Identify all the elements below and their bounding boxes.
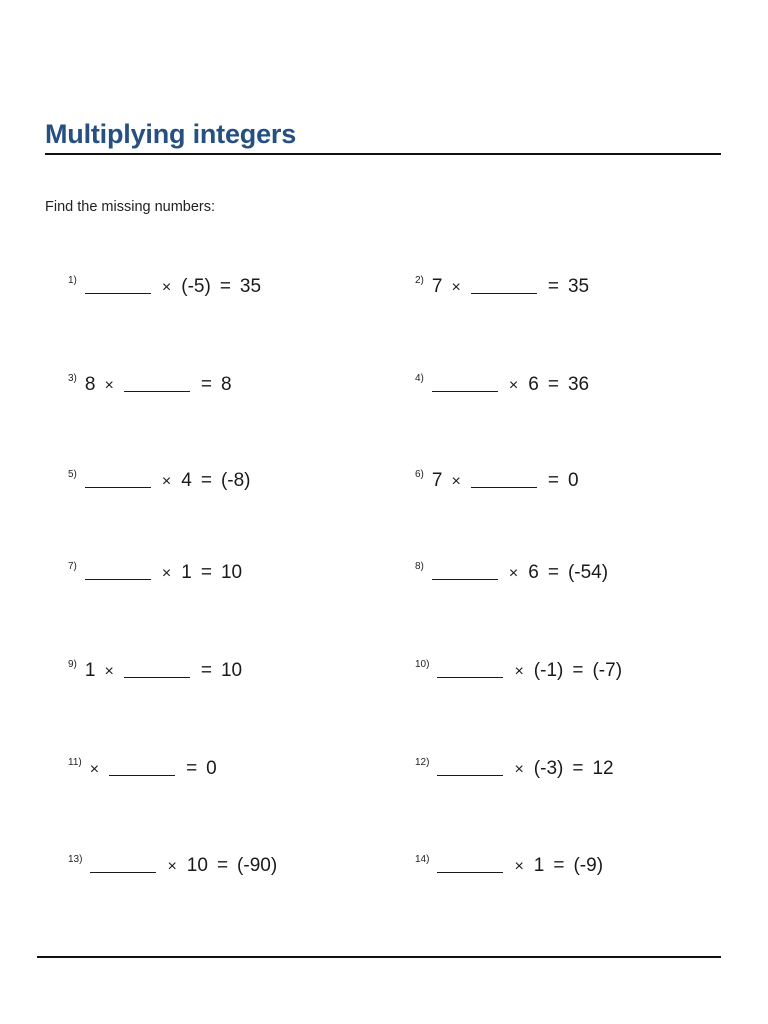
- equals-symbol: =: [219, 276, 231, 297]
- multiply-symbol: ×: [508, 565, 519, 582]
- problem-item: [415, 855, 612, 877]
- problem-item: [68, 758, 226, 780]
- problem-item: [415, 758, 623, 780]
- problem-item: [415, 374, 598, 396]
- problem-number: 5): [68, 469, 77, 480]
- problem-number: 11): [68, 757, 82, 768]
- equation-term: 6: [528, 374, 539, 395]
- equation-term: 4: [181, 470, 192, 491]
- problem-number: 8): [415, 561, 424, 572]
- equation-term: 10: [186, 855, 208, 876]
- equation-term: 35: [239, 276, 262, 297]
- multiply-symbol: ×: [508, 377, 519, 394]
- equation-term: 7: [431, 276, 443, 297]
- multiply-symbol: ×: [161, 473, 172, 490]
- equation-term: 0: [567, 470, 579, 491]
- equation-term: (-8): [220, 470, 251, 491]
- equation-term: (-7): [592, 660, 623, 681]
- multiply-symbol: ×: [514, 858, 524, 875]
- equals-symbol: =: [200, 660, 212, 681]
- equals-symbol: =: [547, 276, 559, 297]
- equation-term: 1: [181, 562, 192, 583]
- multiply-symbol: ×: [104, 377, 114, 394]
- worksheet-title: Multiplying integers: [45, 119, 297, 149]
- equals-symbol: =: [547, 470, 559, 491]
- equation-term: 35: [567, 276, 590, 297]
- equals-symbol: =: [572, 660, 584, 681]
- problem-number: 10): [415, 659, 430, 670]
- problem-item: [68, 660, 251, 682]
- equation-term: (-3): [533, 758, 564, 779]
- problem-item: [68, 855, 286, 877]
- equals-symbol: =: [572, 758, 584, 779]
- problem-number: 7): [68, 561, 77, 572]
- equation-term: (-1): [533, 660, 564, 681]
- footer-rule: [37, 956, 721, 958]
- equation-term: 8: [84, 374, 96, 395]
- answer-blank[interactable]: [124, 677, 190, 678]
- equation-term: 10: [220, 562, 243, 583]
- equals-symbol: =: [547, 562, 559, 583]
- equation-term: (-90): [237, 855, 278, 876]
- answer-blank[interactable]: [471, 293, 537, 294]
- equation-term: 0: [206, 758, 217, 779]
- equation-term: (-5): [181, 276, 211, 297]
- problem-item: [68, 374, 241, 396]
- equation-term: (-9): [573, 855, 604, 876]
- answer-blank[interactable]: [85, 487, 151, 488]
- answer-blank[interactable]: [437, 775, 503, 776]
- problem-number: 4): [415, 373, 424, 384]
- equation-term: 1: [533, 855, 545, 876]
- equals-symbol: =: [200, 562, 212, 583]
- multiply-symbol: ×: [451, 473, 461, 490]
- answer-blank[interactable]: [109, 775, 175, 776]
- multiply-symbol: ×: [514, 663, 524, 680]
- multiply-symbol: ×: [514, 761, 524, 778]
- problem-number: 6): [415, 469, 424, 480]
- equation-term: 8: [220, 374, 232, 395]
- answer-blank[interactable]: [124, 391, 190, 392]
- problem-item: [415, 276, 598, 298]
- equals-symbol: =: [553, 855, 565, 876]
- problem-number: 2): [415, 275, 424, 286]
- answer-blank[interactable]: [471, 487, 537, 488]
- equation-term: 7: [431, 470, 443, 491]
- answer-blank[interactable]: [432, 391, 498, 392]
- equals-symbol: =: [547, 374, 559, 395]
- equation-term: 1: [84, 660, 96, 681]
- answer-blank[interactable]: [85, 293, 151, 294]
- answer-blank[interactable]: [437, 677, 503, 678]
- title-underline: [45, 153, 721, 155]
- problem-item: [415, 660, 631, 682]
- answer-blank[interactable]: [432, 579, 498, 580]
- problem-item: [415, 470, 588, 492]
- problem-item: [68, 562, 251, 584]
- equation-term: 12: [592, 758, 614, 779]
- problem-number: 12): [415, 757, 430, 768]
- equals-symbol: =: [216, 855, 229, 876]
- equation-term: 36: [567, 374, 590, 395]
- answer-blank[interactable]: [437, 872, 503, 873]
- equals-symbol: =: [200, 374, 212, 395]
- equation-term: 6: [528, 562, 539, 583]
- equation-term: (-54): [567, 562, 609, 583]
- answer-blank[interactable]: [85, 579, 151, 580]
- problem-number: 3): [68, 373, 77, 384]
- multiply-symbol: ×: [104, 663, 114, 680]
- equation-term: 10: [220, 660, 243, 681]
- problem-number: 9): [68, 659, 77, 670]
- problem-number: 1): [68, 275, 77, 286]
- multiply-symbol: ×: [167, 858, 177, 875]
- equals-symbol: =: [200, 470, 212, 491]
- problem-item: [68, 276, 270, 298]
- multiply-symbol: ×: [161, 279, 172, 296]
- problem-item: [415, 562, 617, 584]
- multiply-symbol: ×: [451, 279, 461, 296]
- answer-blank[interactable]: [90, 872, 156, 873]
- problem-item: [68, 470, 260, 492]
- problem-number: 13): [68, 854, 83, 865]
- multiply-symbol: ×: [89, 761, 100, 778]
- problem-number: 14): [415, 854, 430, 865]
- instructions-text: Find the missing numbers:: [45, 199, 216, 215]
- equals-symbol: =: [186, 758, 198, 779]
- multiply-symbol: ×: [161, 565, 172, 582]
